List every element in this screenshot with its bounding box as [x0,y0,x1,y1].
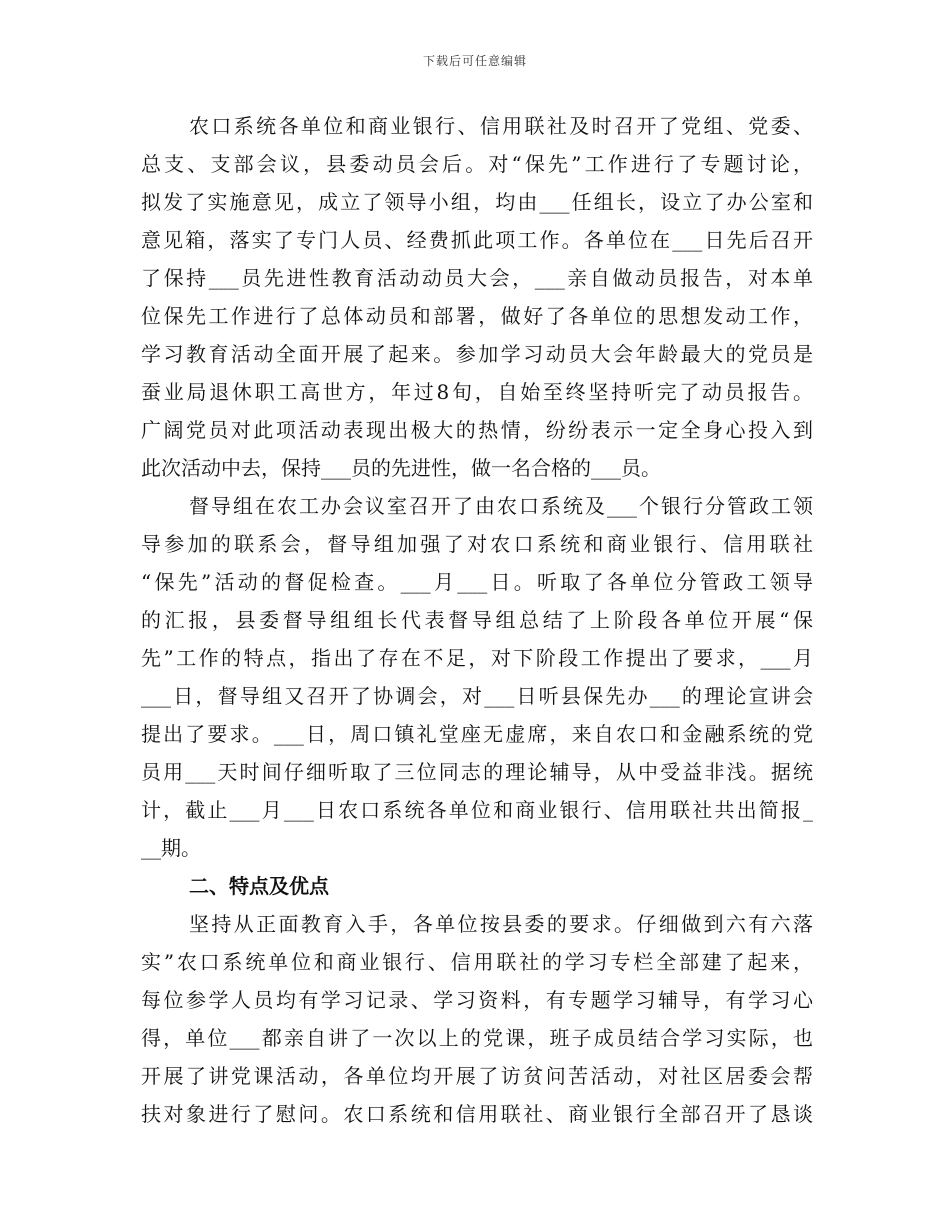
paragraph [141,487,813,867]
text-line: 此次活动中去，保持___员的先进性，做一名合格的___员。 [141,456,661,480]
text-line: 督导组在农工办会议室召开了由农口系统及___个银行分管政工领 [189,494,813,518]
text-line: 蚕业局退休职工高世方，年过8旬，自始至终坚持听完了动员报告。 [141,380,813,404]
text-line: 总支、支部会议，县委动员会后。对“保先”工作进行了专题讨论， [141,152,813,176]
text-line: 得，单位___都亲自讲了一次以上的党课，班子成员结合学习实际，也 [141,1026,813,1050]
text-line: 的汇报，县委督导组组长代表督导组总结了上阶段各单位开展“保 [141,608,813,632]
text-line: 位保先工作进行了总体动员和部署，做好了各单位的思想发动工作， [141,304,813,328]
section-heading: 二、特点及优点 [189,874,329,898]
text-line: 扶对象进行了慰问。农口系统和信用联社、商业银行全部召开了恳谈 [141,1102,813,1126]
text-line: 先”工作的特点，指出了存在不足，对下阶段工作提出了要求，___月 [141,646,813,670]
text-line: 员用___天时间仔细听取了三位同志的理论辅导，从中受益非浅。据统 [141,760,813,784]
text-line: 农口系统各单位和商业银行、信用联社及时召开了党组、党委、 [189,114,813,138]
text-line: 每位参学人员均有学习记录、学习资料，有专题学习辅导，有学习心 [141,988,813,1012]
text-line: 了保持___员先进性教育活动动员大会，___亲自做动员报告，对本单 [141,266,813,290]
text-line: 导参加的联系会，督导组加强了对农口系统和商业银行、信用联社 [141,532,813,556]
text-line: 实”农口系统单位和商业银行、信用联社的学习专栏全部建了起来， [141,950,813,974]
paragraph [141,905,813,1133]
text-line: 坚持从正面教育入手，各单位按县委的要求。仔细做到六有六落 [189,912,813,936]
paragraph [141,107,813,487]
text-line: “保先”活动的督促检查。___月___日。听取了各单位分管政工领导 [141,570,813,594]
text-line: 计，截止___月___日农口系统各单位和商业银行、信用联社共出简报_ [141,798,813,822]
text-line: 学习教育活动全面开展了起来。参加学习动员大会年龄最大的党员是 [141,342,813,366]
document-body [141,107,813,1133]
text-line: ___日，督导组又召开了协调会，对___日听县保先办___的理论宣讲会 [141,684,813,708]
text-line: 开展了讲党课活动，各单位均开展了访贫问苦活动，对社区居委会帮 [141,1064,813,1088]
text-line: __期。 [141,836,201,860]
text-line: 意见箱，落实了专门人员、经费抓此项工作。各单位在___日先后召开 [141,228,813,252]
text-line: 广阔党员对此项活动表现出极大的热情，纷纷表示一定全身心投入到 [141,418,813,442]
text-line: 提出了要求。___日，周口镇礼堂座无虚席，来自农口和金融系统的党 [141,722,813,746]
page-header: 下载后可任意编辑 [422,54,527,68]
text-line: 拟发了实施意见，成立了领导小组，均由___任组长，设立了办公室和 [141,190,813,214]
